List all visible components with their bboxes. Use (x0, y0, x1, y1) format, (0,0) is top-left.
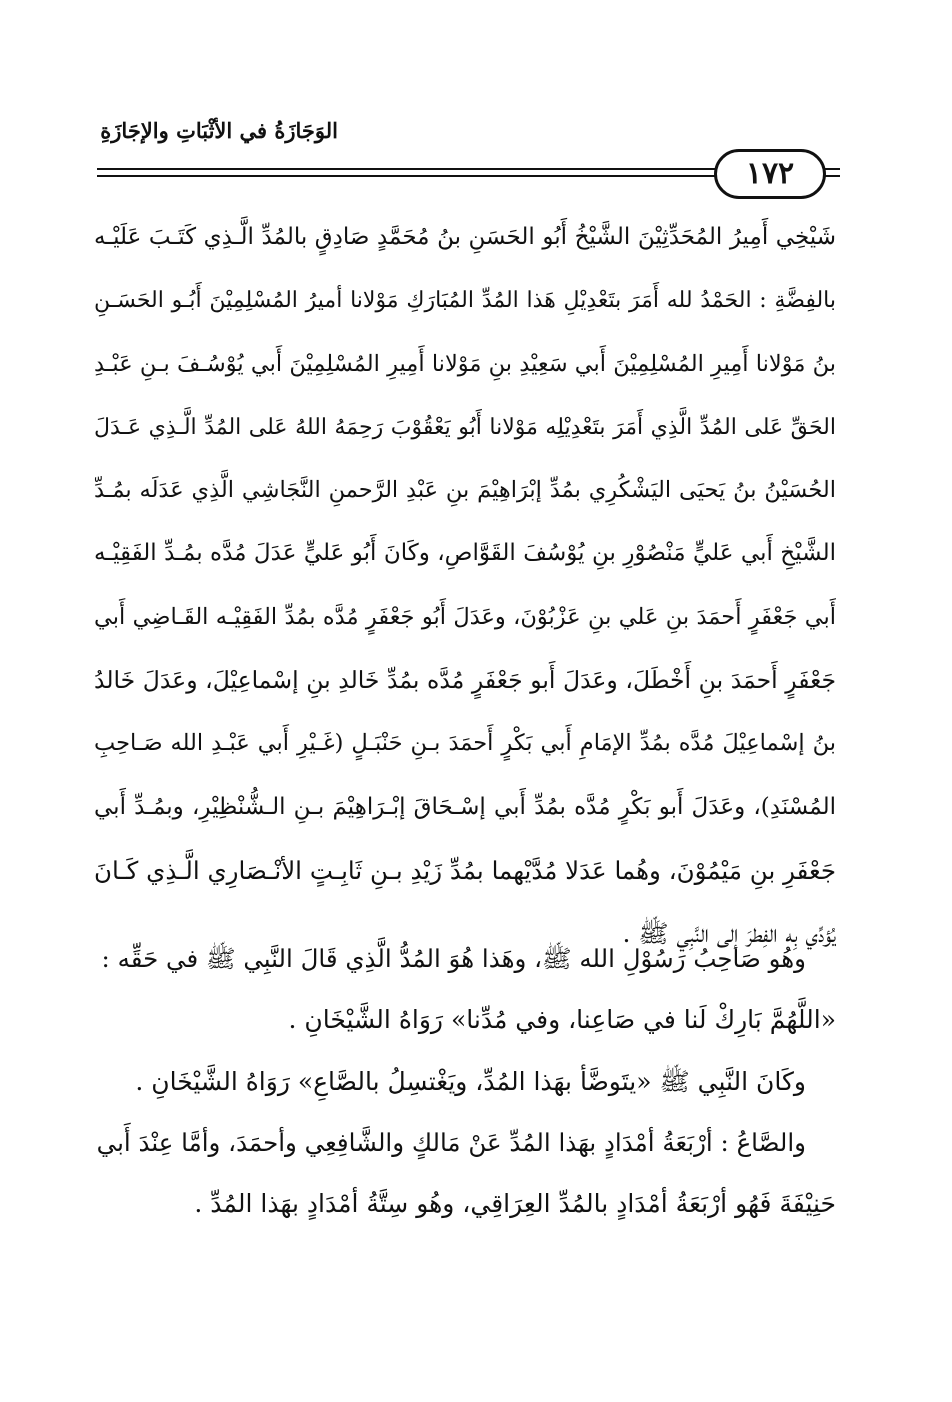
text-line: أَبي جَعْفَرٍ أَحمَدَ بنِ عَلي بنِ عَزْبُوْنَ، وعَدَلَ أَبُو جَعْفَرٍ مُدَّه بمُدِّ الفَقِيْـه القَـاضِي أَبي (94, 603, 836, 630)
header-rule-bottom (97, 175, 715, 177)
main-text-block (94, 206, 836, 966)
text-line: الحَقِّ عَلى المُدِّ الَّذِي أَمَرَ بتَعْدِيْلِه مَوْلانا أَبُو يَعْقُوْبَ رَحِمَهُ اللهُ عَلى المُدِّ الَّـذِي عَـدَلَ (94, 414, 836, 440)
text-line: بالفِضَّةِ : الحَمْدُ لله أَمَرَ بتَعْدِيْلِ هَذا المُدِّ المُبَارَكِ مَوْلانا أميرُ المُسْلِمِيْنَ أَبُـو الحَسَـنِ (94, 288, 836, 314)
text-line: المُسْنَدِ)، وعَدَلَ أَبو بَكْرٍ مُدَّه بمُدِّ أَبي إسْـحَاقَ إبْـرَاهِيْمَ بـنِ الـشُّنْظِيْرِ، وبمُـدِّ أَبي (94, 793, 836, 820)
paragraph-saa (94, 1112, 836, 1234)
text-line: وكَانَ النَّبِي ﷺ «يتَوضَّأ بهَذا المُدِّ، ويَغْتسِلُ بالصَّاعِ» رَوَاهُ الشَّيْخَانِ . (135, 1067, 806, 1096)
text-line: شَيْخِي أَمِيرُ المُحَدِّثِيْنَ الشَّيْخُ أَبُو الحَسَنِ بنُ مُحَمَّدٍ صَادِقٍ بالمُدِّ الَّـذِي كَتَـبَ عَلَيْـه (94, 224, 836, 250)
text-line: حَنِيْفَةَ فَهُو أرْبَعَةُ أمْدَادٍ بالمُدِّ العِرَاقِي، وهُو سِتَّةُ أمْدَادٍ بهَذا المُدِّ . (194, 1189, 836, 1218)
text-line: يُؤدِّي بِه الفِطرَ إلى النَّبِي ﷺ . (622, 919, 836, 949)
text-line: وهُو صَاحِبُ رَسُوْلِ الله ﷺ، وهَذا هُوَ المُدُّ الَّذِي قَالَ النَّبِي ﷺ في حَقِّه : (101, 944, 806, 973)
text-line: الحُسَيْنُ بنُ يَحيَى اليَشْكُرِي بمُدِّ إبْرَاهِيْمَ بنِ عَبْدِ الرَّحمنِ النَّجَاشِي الَّذِي عَدَلَه بمُـدِّ (94, 477, 836, 504)
header-rule-top (97, 168, 715, 170)
page-number: ١٧٢ (714, 149, 826, 199)
text-line: جَعْفَرٍ أَحمَدَ بنِ أَخْطَلَ، وعَدَلَ أَبو جَعْفَرٍ مُدَّه بمُدِّ خَالدِ بنِ إسْماعِيْلَ، وعَدَلَ خَالدُ (94, 666, 836, 695)
text-line: جَعْفَرِ بنِ مَيْمُوْنَ، وهُما عَدَلا مُدَّيْهما بمُدِّ زَيْدِ بـنِ ثَابِـتٍ الأنْـصَارِي الَّـذِي كَـانَ (94, 855, 836, 885)
text-line: الشَّيْخِ أَبي عَليٍّ مَنْصُوْرِ بنِ يُوْسُفَ القَوَّاصِ، وكَانَ أَبُو عَليٍّ عَدَلَ مُدَّه بمُـدِّ الفَقِيْـه (94, 540, 836, 567)
text-line: والصَّاعُ : أرْبَعَةُ أمْدَادٍ بهَذا المُدِّ عَنْ مَالكٍ والشَّافِعِي وأحمَدَ، وأمَّا عِنْدَ أَبي (96, 1128, 806, 1157)
text-line: بنُ مَوْلانا أَمِيرِ المُسْلِمِيْنَ أَبي سَعِيْدِ بنِ مَوْلانا أَمِيرِ المُسْلِمِيْنَ أَبي يُوْسُـفَ بـنِ عَبْـدِ (94, 350, 836, 377)
text-line: بنُ إسْماعِيْلَ مُدَّه بمُدِّ الإمَامِ أَبي بَكْرٍ أَحمَدَ بـنِ حَنْبَـلٍ (غَـيْرِ أَبي عَبْـدِ الله صَـاحِبِ (94, 730, 836, 757)
running-title: الوَجَازَةُ في الأثْبَاتِ والإجَازَةِ (100, 118, 338, 143)
paragraph-hadith (94, 928, 836, 1050)
text-line: «اللَّهُمَّ بَارِكْ لَنا في صَاعِنا، وفي مُدِّنا» رَوَاهُ الشَّيْخَانِ . (288, 1005, 836, 1034)
paragraph-wudu (94, 1051, 836, 1112)
